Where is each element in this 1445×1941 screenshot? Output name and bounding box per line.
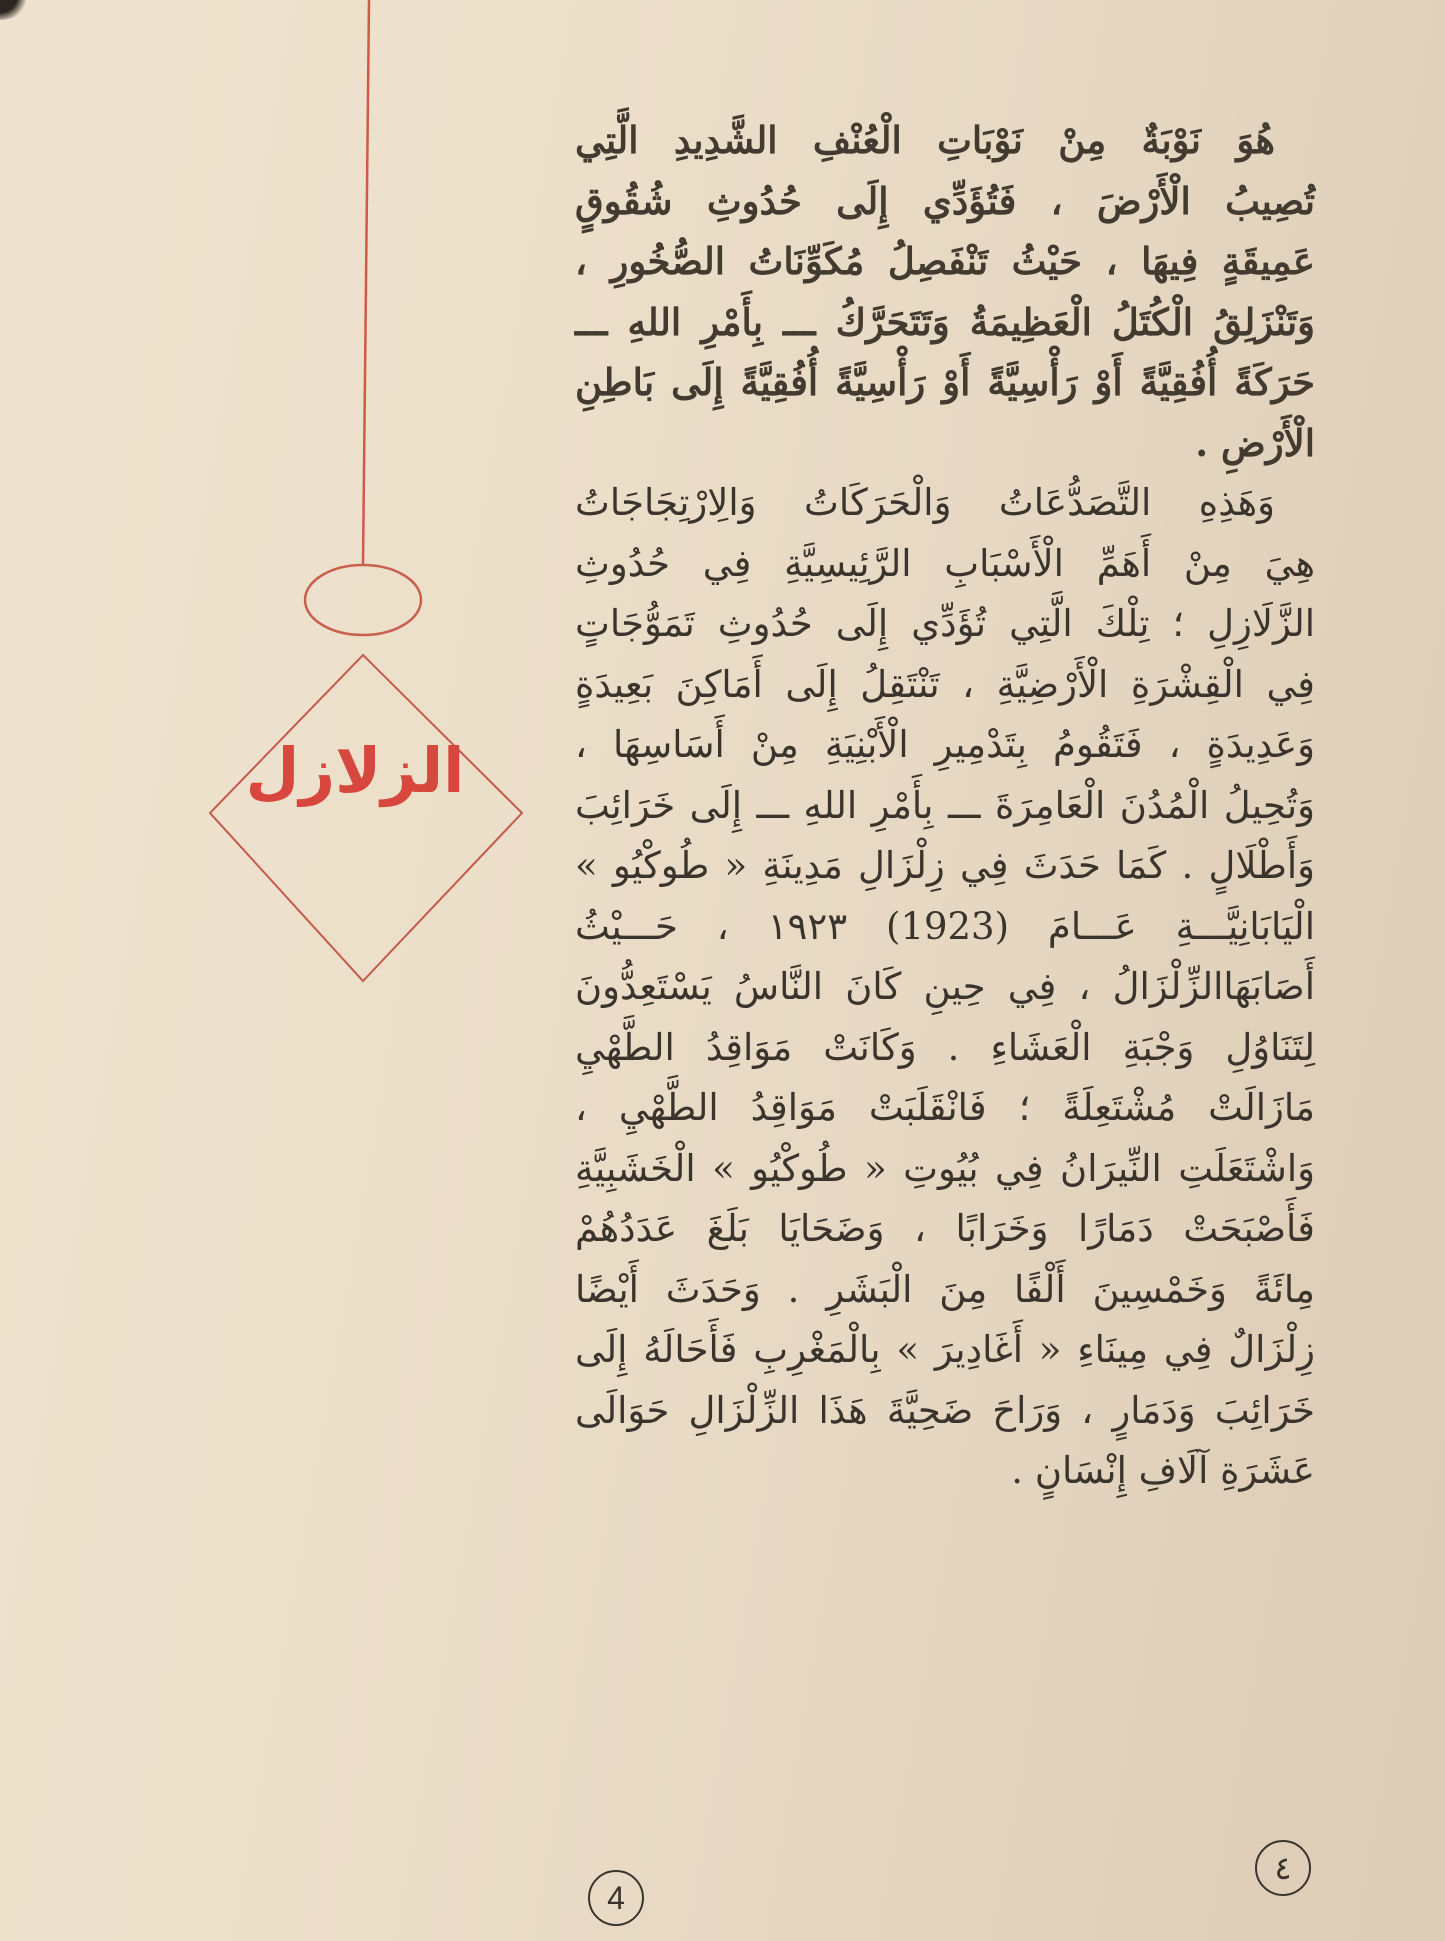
text-line: لِتَنَاوُلِ وَجْبَةِ الْعَشَاءِ . وَكَانَتْ مَوَاقِدُ الطَّهْيِ (575, 1025, 1315, 1069)
text-line: عَمِيقَةٍ فِيهَا ، حَيْثُ تَنْفَصِلُ مُكَوِّنَاتُ الصُّخُورِ ، (575, 239, 1315, 283)
text-line: وَهَذِهِ التَّصَدُّعَاتُ وَالْحَرَكَاتُ وَالِارْتِجَاجَاتُ (575, 481, 1275, 524)
text-line: زِلْزَالٌ فِي مِينَاءِ « أَغَادِيرَ » بِالْمَغْرِبِ فَأَحَالَهُ إِلَى (575, 1328, 1315, 1371)
text-line: وَتَنْزَلِقُ الْكُتَلُ الْعَظِيمَةُ وَتَتَحَرَّكُ ـــ بِأَمْرِ اللهِ ـــ (575, 299, 1315, 344)
text-line: وَأَطْلَالٍ . كَمَا حَدَثَ فِي زِلْزَالِ مَدِينَةِ « طُوكْيُو » (575, 844, 1315, 887)
hanging-line (363, 0, 369, 565)
paragraph-1 (575, 110, 1315, 473)
pendant-ellipse (305, 565, 421, 635)
text-line: فَأَصْبَحَتْ دَمَارًا وَخَرَابًا ، وَضَحَايَا بَلَغَ عَدَدُهُمْ (575, 1207, 1315, 1250)
text-line: تُصِيبُ الْأَرْضَ ، فَتُؤَدِّي إِلَى حُدُوثِ شُقُوقٍ (575, 178, 1315, 223)
pendant-ornament-icon (0, 0, 560, 1000)
text-line: فِي الْقِشْرَةِ الْأَرْضِيَّةِ ، تَنْتَقِلُ إِلَى أَمَاكِنَ بَعِيدَةٍ (575, 662, 1315, 706)
text-line: أَصَابَهَاالزِّلْزَالُ ، فِي حِينِ كَانَ النَّاسُ يَسْتَعِدُّونَ (575, 965, 1315, 1008)
text-line: الْيَابَانِيَّـــةِ عَـــامَ (1923) ١٩٢٣ ، حَـــيْثُ (575, 904, 1315, 948)
body-text (575, 110, 1315, 1502)
text-line: وَاشْتَعَلَتِ النِّيرَانُ فِي بُيُوتِ « طُوكْيُو » الْخَشَبِيَّةِ (575, 1146, 1315, 1190)
text-line: عَشَرَةِ آلَافِ إِنْسَانٍ . (1011, 1449, 1315, 1492)
text-line: هُوَ نَوْبَةٌ مِنْ نَوْبَاتِ الْعُنْفِ الشَّدِيدِ الَّتِي (575, 118, 1275, 162)
chapter-ornament (0, 0, 560, 1000)
text-line: مِائَةً وَخَمْسِينَ أَلْفًا مِنَ الْبَشَرِ . وَحَدَثَ أَيْضًا (575, 1267, 1315, 1311)
text-line: الزَّلَازِلِ ؛ تِلْكَ الَّتِي تُؤَدِّي إِلَى حُدُوثِ تَمَوُّجَاتٍ (575, 602, 1315, 645)
page-number-arabic: ٤ (1255, 1840, 1311, 1896)
text-line: الْأَرْضِ . (1195, 420, 1315, 465)
text-line: وَتُحِيلُ الْمُدُنَ الْعَامِرَةَ ـــ بِأَمْرِ اللهِ ـــ إِلَى خَرَائِبَ (575, 783, 1315, 827)
title-diamond-frame (210, 655, 522, 981)
paragraph-2 (575, 473, 1315, 1502)
text-line: حَرَكَةً أُفُقِيَّةً أَوْ رَأْسِيَّةً أَوْ رَأْسِيَّةً أُفُقِيَّةً إِلَى بَاطِنِ (575, 360, 1315, 404)
text-line: هِيَ مِنْ أَهَمِّ الْأَسْبَابِ الرَّئِيسِيَّةِ فِي حُدُوثِ (575, 541, 1315, 585)
text-line: خَرَائِبَ وَدَمَارٍ ، وَرَاحَ ضَحِيَّةَ هَذَا الزِّلْزَالِ حَوَالَى (575, 1388, 1315, 1432)
chapter-title: الزلازل (245, 734, 465, 807)
text-line: وَعَدِيدَةٍ ، فَتَقُومُ بِتَدْمِيرِ الْأَبْنِيَةِ مِنْ أَسَاسِهَا ، (575, 723, 1315, 766)
text-line: مَازَالَتْ مُشْتَعِلَةً ؛ فَانْقَلَبَتْ مَوَاقِدُ الطَّهْيِ ، (575, 1086, 1315, 1129)
page-number-latin: 4 (588, 1870, 644, 1926)
